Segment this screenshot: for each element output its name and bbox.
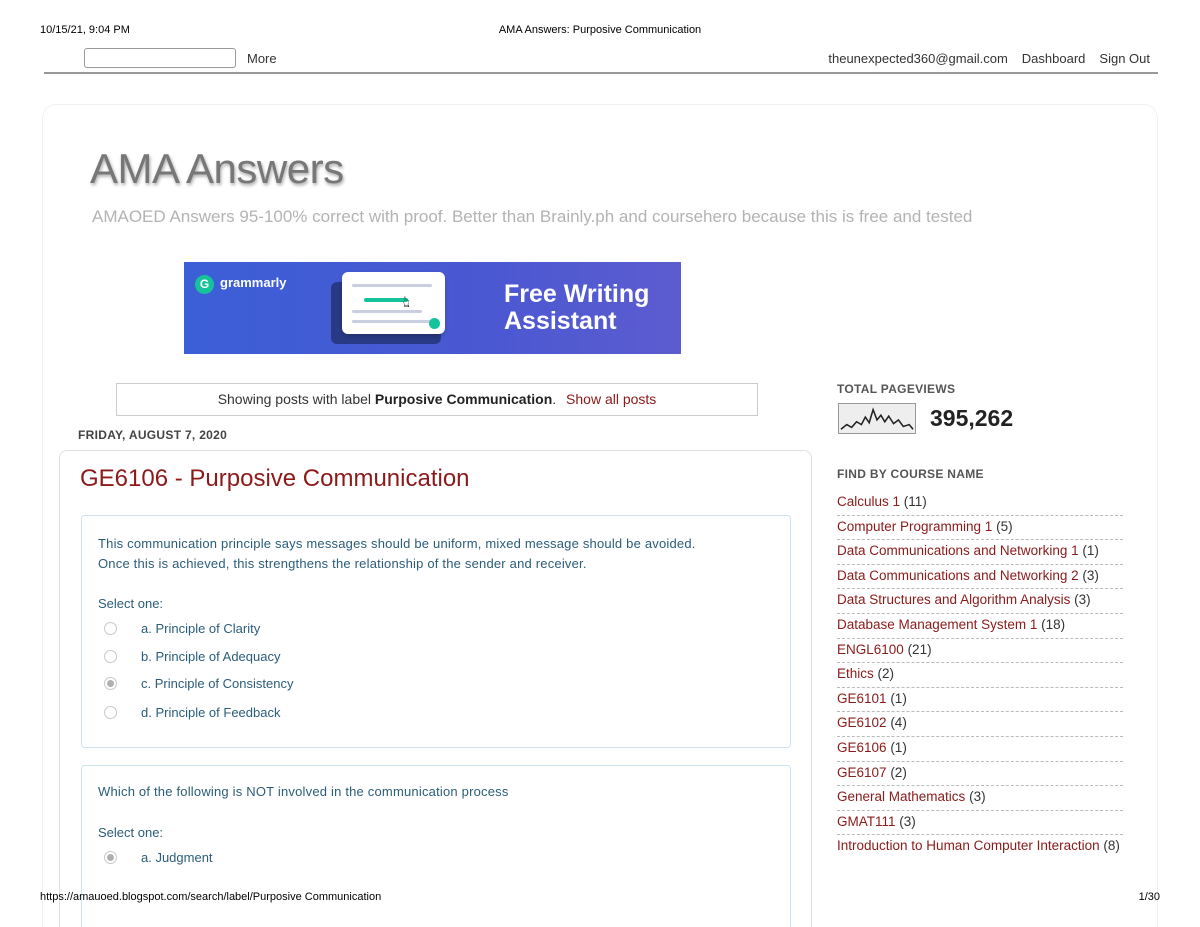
- pageviews-count: 395,262: [930, 405, 1014, 431]
- course-label-link[interactable]: GE6101: [837, 690, 887, 706]
- banner-headline: [504, 281, 649, 335]
- course-label-item[interactable]: [837, 835, 1123, 857]
- radio-button[interactable]: [104, 706, 117, 719]
- course-post-count: (1): [1082, 543, 1099, 559]
- question-text-line: This communication principle says messages should be uniform, mixed message should be avoided.: [98, 536, 696, 551]
- doc-line: [352, 284, 432, 287]
- option-label: d. Principle of Feedback: [141, 704, 281, 720]
- course-label-item[interactable]: [837, 811, 1123, 836]
- question-text-line: Once this is achieved, this strengthens the relationship of the sender and receiver.: [98, 556, 587, 571]
- navbar-search-input[interactable]: [84, 48, 236, 68]
- user-email: theunexpected360@gmail.com: [828, 51, 1008, 66]
- print-page-number: 1/30: [1138, 891, 1160, 903]
- course-post-count: (11): [903, 494, 927, 509]
- post-date-header: FRIDAY, AUGUST 7, 2020: [78, 428, 228, 442]
- course-post-count: (18): [1041, 616, 1066, 632]
- course-label-item[interactable]: [837, 786, 1123, 811]
- doc-line: [352, 320, 436, 323]
- course-label-link[interactable]: Data Communications and Networking 2: [837, 567, 1079, 583]
- print-url: https://amauoed.blogspot.com/search/label/Purposive Communication: [40, 891, 382, 903]
- course-label-item[interactable]: [837, 491, 1123, 516]
- course-label-link[interactable]: GE6102: [837, 715, 887, 731]
- course-label-item[interactable]: [837, 540, 1123, 565]
- course-label-link[interactable]: Data Communications and Networking 1: [837, 543, 1079, 559]
- course-label-link[interactable]: Data Structures and Algorithm Analysis: [837, 592, 1071, 608]
- course-label-link[interactable]: Introduction to Human Computer Interaction: [837, 838, 1100, 854]
- course-post-count: (3): [969, 789, 986, 805]
- course-post-count: (2): [890, 764, 907, 780]
- status-label-name: Purposive Communication: [374, 391, 553, 407]
- course-label-item[interactable]: [837, 589, 1123, 614]
- post-title[interactable]: GE6106 - Purposive Communication: [80, 465, 470, 492]
- course-label-list: [837, 491, 1123, 857]
- course-label-item[interactable]: [837, 762, 1123, 787]
- navbar-user-links: [828, 51, 1150, 66]
- option-label: a. Judgment: [141, 849, 213, 865]
- answer-option[interactable]: [104, 703, 280, 721]
- course-label-item[interactable]: [837, 639, 1123, 664]
- blogger-navbar: [44, 46, 1158, 74]
- radio-button[interactable]: [104, 622, 117, 635]
- select-one-label: Select one:: [98, 825, 164, 840]
- course-label-link[interactable]: Calculus 1: [837, 494, 901, 509]
- doc-line: [352, 310, 422, 313]
- course-label-item[interactable]: [837, 663, 1123, 688]
- pageviews-sparkline-icon: [838, 403, 916, 434]
- grammarly-ad-banner[interactable]: [184, 262, 681, 354]
- option-label: b. Principle of Adequacy: [141, 648, 281, 664]
- course-label-link[interactable]: Ethics: [837, 666, 874, 682]
- pageviews-heading: TOTAL PAGEVIEWS: [837, 382, 956, 396]
- courses-heading: FIND BY COURSE NAME: [837, 467, 984, 481]
- grammarly-logo-icon: G: [195, 275, 214, 294]
- radio-button[interactable]: [104, 650, 117, 663]
- course-label-item[interactable]: [837, 688, 1123, 713]
- course-label-link[interactable]: GMAT111: [837, 813, 896, 829]
- course-post-count: (5): [996, 518, 1013, 534]
- status-suffix: .: [552, 391, 557, 407]
- course-label-link[interactable]: GE6107: [837, 764, 887, 780]
- course-label-item[interactable]: [837, 737, 1123, 762]
- course-label-link[interactable]: Computer Programming 1: [837, 518, 993, 534]
- print-header: [40, 24, 1160, 38]
- dashboard-link[interactable]: Dashboard: [1021, 51, 1086, 66]
- cursor-icon: 👆︎: [403, 294, 410, 311]
- option-label: c. Principle of Consistency: [141, 675, 294, 691]
- doc-line-highlight: [364, 298, 408, 302]
- select-one-label: Select one:: [98, 596, 164, 611]
- blog-description: AMAOED Answers 95-100% correct with proof. Better than Brainly.ph and coursehero because this is free and tested: [92, 207, 973, 226]
- course-post-count: (1): [890, 690, 907, 706]
- course-label-item[interactable]: [837, 712, 1123, 737]
- radio-button-checked[interactable]: [104, 677, 117, 690]
- course-label-item[interactable]: [837, 516, 1123, 541]
- print-footer: [40, 891, 1160, 905]
- answer-option-selected[interactable]: [104, 674, 293, 692]
- question-text: [98, 782, 509, 802]
- answer-option[interactable]: [104, 619, 260, 637]
- label-status-message: [116, 383, 758, 416]
- answer-option-selected[interactable]: [104, 848, 213, 866]
- course-post-count: (4): [890, 715, 907, 731]
- status-prefix: Showing posts with label: [217, 391, 371, 407]
- course-post-count: (1): [890, 739, 907, 755]
- course-post-count: (2): [877, 666, 895, 682]
- banner-brand: grammarly: [220, 275, 287, 290]
- course-post-count: (3): [1082, 567, 1099, 583]
- course-label-link[interactable]: Database Management System 1: [837, 616, 1038, 632]
- question-text-line: Which of the following is NOT involved in the communication process: [98, 784, 509, 799]
- question-text: [98, 534, 696, 574]
- course-label-link[interactable]: GE6106: [837, 739, 887, 755]
- banner-headline-line1: Free Writing: [504, 280, 650, 308]
- course-post-count: (3): [899, 813, 916, 829]
- course-post-count: (21): [907, 641, 932, 657]
- course-label-link[interactable]: General Mathematics: [837, 789, 966, 805]
- question-box: [81, 515, 791, 748]
- blog-title[interactable]: AMA Answers: [90, 145, 344, 192]
- option-label: a. Principle of Clarity: [141, 620, 261, 636]
- course-post-count: (3): [1074, 592, 1091, 608]
- course-label-item[interactable]: [837, 614, 1123, 639]
- grammarly-dot-icon: [429, 318, 440, 329]
- course-post-count: (8): [1103, 838, 1120, 854]
- more-link[interactable]: More: [247, 51, 277, 66]
- sign-out-link[interactable]: Sign Out: [1099, 51, 1150, 66]
- banner-headline-line2: Assistant: [504, 307, 617, 335]
- show-all-posts-link[interactable]: Show all posts: [566, 391, 657, 407]
- course-label-item[interactable]: [837, 565, 1123, 590]
- answer-option[interactable]: [104, 647, 280, 665]
- course-label-link[interactable]: ENGL6100: [837, 641, 904, 657]
- print-datetime: 10/15/21, 9:04 PM: [40, 24, 130, 36]
- radio-button-checked[interactable]: [104, 851, 117, 864]
- print-page-title: AMA Answers: Purposive Communication: [498, 24, 702, 36]
